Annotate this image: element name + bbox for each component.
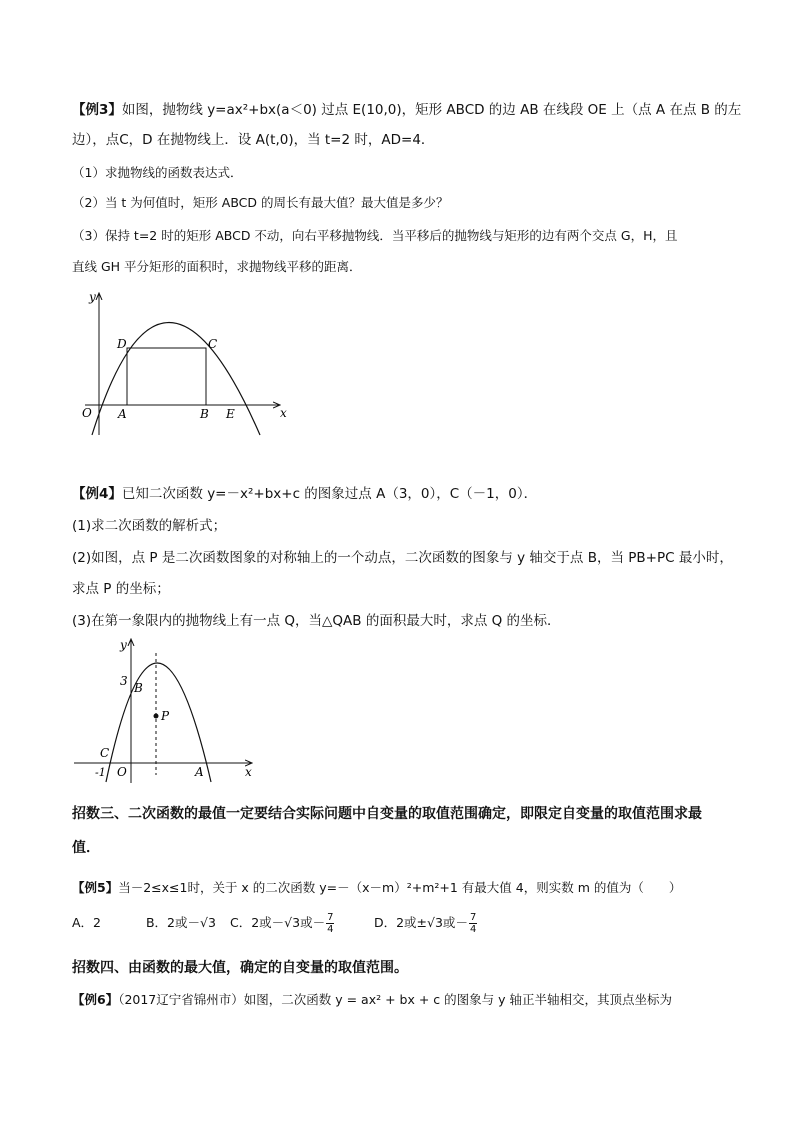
ex3-line-1 bbox=[72, 100, 742, 120]
ex3-figure bbox=[70, 285, 300, 445]
ex4-text-1: 已知二次函数 y=－x²+bx+c 的图象过点 A（3，0），C（－1，0）． bbox=[121, 486, 538, 502]
ex4-question-2b: 求点 P 的坐标； bbox=[72, 581, 170, 597]
ex4-question-1: (1)求二次函数的解析式； bbox=[72, 518, 227, 534]
ex5-option-c-denominator: 4 bbox=[327, 924, 334, 935]
ex3-label-y: y bbox=[89, 290, 96, 304]
ex4-figure bbox=[70, 635, 270, 785]
ex3-question-3b: 直线 GH 平分矩形的面积时，求抛物线平移的距离． bbox=[72, 259, 362, 274]
ex5-option-d-denominator: 4 bbox=[469, 924, 477, 935]
ex4-label-a: A bbox=[195, 765, 204, 779]
ex3-label-a: A bbox=[118, 407, 127, 421]
ex4-label-3: 3 bbox=[120, 674, 128, 688]
ex4-label-b: B bbox=[134, 681, 143, 695]
ex4-label-x: x bbox=[245, 765, 252, 779]
ex5-option-c-text: C．2或－√3或 bbox=[229, 915, 313, 930]
ex3-label-b: B bbox=[200, 407, 209, 421]
ex3-question-3a: （3）保持 t=2 时的矩形 ABCD 不动，向右平移抛物线．当平移后的抛物线与矩形的边有两个交点 G，H，且 bbox=[72, 228, 678, 243]
ex5-option-b: B．2或－√3 bbox=[145, 915, 216, 930]
ex4-question-2a: (2)如图，点 P 是二次函数图象的对称轴上的一个动点，二次函数的图象与 y 轴交于点 B，当 PB+PC 最小时， bbox=[72, 550, 733, 566]
ex6-text: （2017辽宁省锦州市）如图，二次函数 y = ax² + bx + c 的图象与 y 轴正半轴相交，其顶点坐标为 bbox=[118, 992, 672, 1007]
trick4-line: 招数四、由函数的最大值，确定的自变量的取值范围。 bbox=[72, 960, 408, 976]
ex3-label-e: E bbox=[226, 407, 235, 421]
ex6-line bbox=[72, 990, 734, 1010]
trick3-line-1: 招数三、二次函数的最值一定要结合实际问题中自变量的取值范围确定，即限定自变量的取值范围求最 bbox=[72, 806, 702, 822]
ex3-label-c: C bbox=[208, 337, 218, 351]
ex5-option-d-text: D．2或±√3或 bbox=[373, 915, 456, 930]
ex4-label-c: C bbox=[100, 746, 110, 760]
ex5-line bbox=[72, 878, 734, 898]
ex3-label-x: x bbox=[280, 406, 287, 420]
ex5-text: 当－2≤x≤1时，关于 x 的二次函数 y=－（x－m）²+m²+1 有最大值 4，则实数 m 的值为（ ） bbox=[118, 880, 682, 895]
ex3-text-1: 如图，抛物线 y=ax²+bx(a＜0) 过点 E(10,0)，矩形 ABCD 的边 AB 在线段 OE 上（点 A 在点 B 的左 bbox=[121, 102, 742, 118]
ex3-label-o: O bbox=[82, 406, 92, 420]
ex5-label: 【例5】 bbox=[72, 880, 119, 895]
ex3-label: 【例3】 bbox=[72, 102, 122, 118]
ex4-label-minus1: -1 bbox=[95, 766, 106, 779]
trick3-line-2: 值． bbox=[72, 840, 100, 856]
ex4-label: 【例4】 bbox=[72, 486, 122, 502]
ex5-options bbox=[72, 912, 734, 938]
ex4-line-1 bbox=[72, 484, 734, 504]
ex3-question-2: （2）当 t 为何值时，矩形 ABCD 的周长有最大值？最大值是多少？ bbox=[72, 195, 449, 210]
ex3-line-2: 边），点C，D 在抛物线上．设 A(t,0)，当 t=2 时，AD=4． bbox=[72, 132, 435, 148]
ex4-question-3: (3)在第一象限内的抛物线上有一点 Q，当△QAB 的面积最大时，求点 Q 的坐标． bbox=[72, 613, 561, 629]
ex3-question-1: （1）求抛物线的函数表达式． bbox=[72, 165, 243, 180]
ex5-option-a: A．2 bbox=[72, 915, 102, 930]
ex4-label-o: O bbox=[117, 765, 127, 779]
ex4-label-p: P bbox=[161, 709, 170, 723]
ex5-option-d-numerator: 7 bbox=[469, 912, 477, 923]
ex5-option-c-sign: － bbox=[312, 915, 326, 930]
ex3-label-d: D bbox=[117, 337, 127, 351]
ex5-option-d-fraction bbox=[469, 912, 477, 935]
ex6-label: 【例6】 bbox=[72, 992, 119, 1007]
ex5-option-d-sign: － bbox=[455, 915, 468, 930]
ex4-label-y: y bbox=[120, 638, 127, 652]
ex4-point-p bbox=[154, 714, 159, 719]
ex5-option-c bbox=[230, 912, 370, 935]
ex5-option-c-fraction bbox=[326, 912, 334, 935]
ex5-option-c-numerator: 7 bbox=[327, 912, 334, 923]
ex3-rectangle-abcd bbox=[127, 348, 206, 405]
ex5-option-d bbox=[374, 912, 478, 935]
